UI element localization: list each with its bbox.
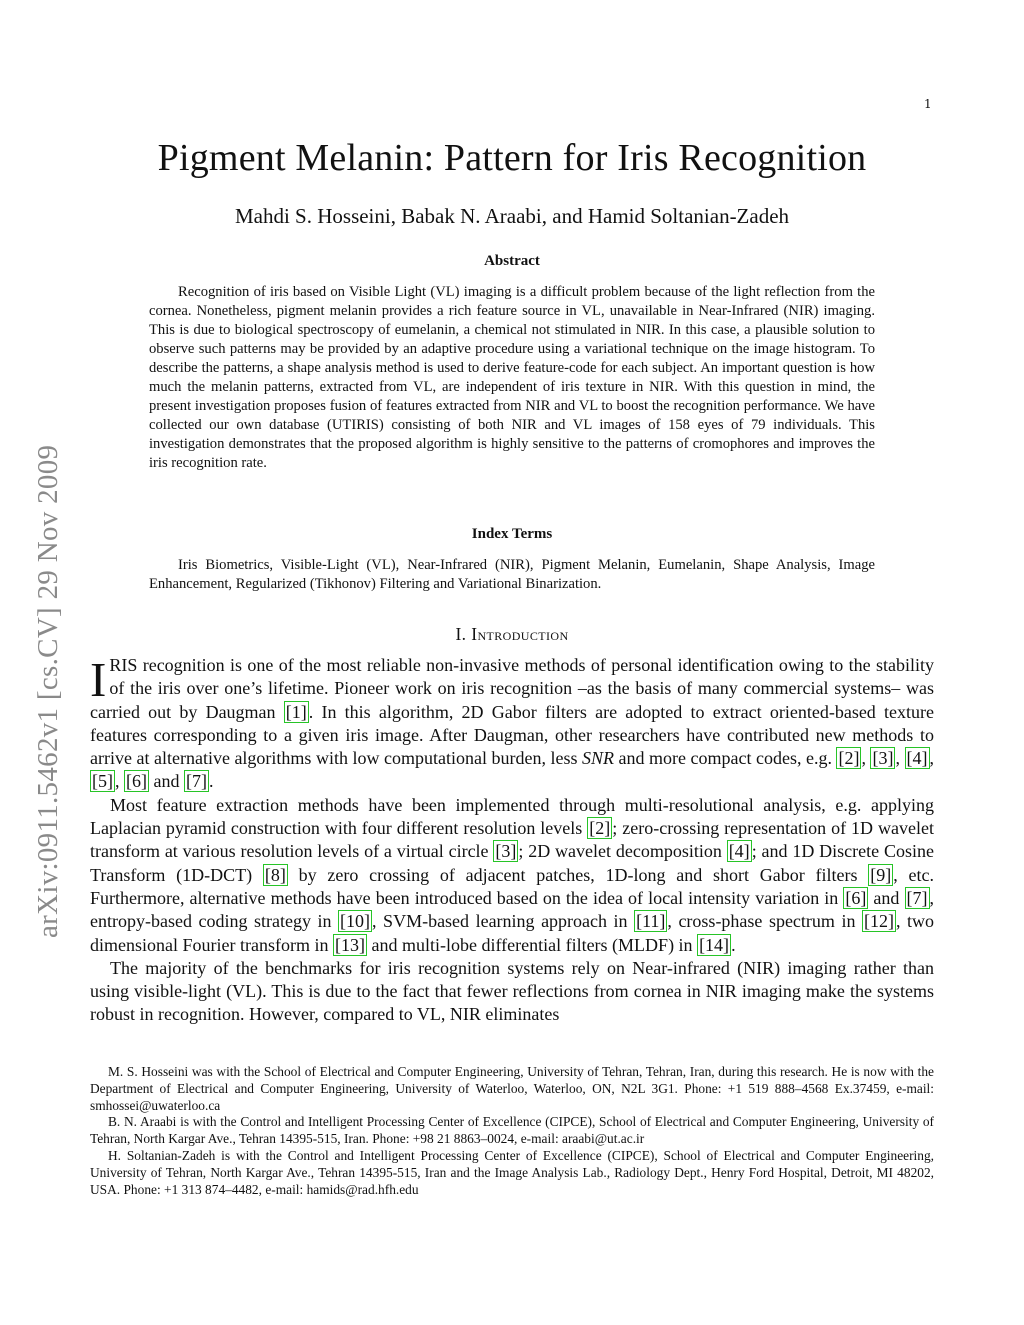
citation-link[interactable]: [11] xyxy=(636,911,666,932)
citation-link[interactable]: [9] xyxy=(870,864,892,885)
arxiv-identifier-stamp: arXiv:0911.5462v1 [cs.CV] 29 Nov 2009 xyxy=(32,444,64,938)
text-run: ; 2D wavelet decomposition xyxy=(518,841,727,862)
citation-link[interactable]: [12] xyxy=(863,911,894,932)
citation-link[interactable]: [2] xyxy=(589,818,611,839)
text-run: recognition is one of the most reliable non-invasive methods of personal identification owing to the stability of the iris over one’s lifetime. Pioneer work on iris recognition –as the basis of many commercial systems– was carried out by Daugman xyxy=(90,655,934,722)
index-terms-text: Iris Biometrics, Visible-Light (VL), Near-Infrared (NIR), Pigment Melanin, Eumelanin, Shape Analysis, Image Enhancement, Regularized (Tikhonov) Filtering and Variational Binarization. xyxy=(149,557,875,592)
citation-link[interactable]: [4] xyxy=(906,748,928,769)
abstract-text: Recognition of iris based on Visible Light (VL) imaging is a difficult problem because of the light reflection from the cornea. Nonetheless, pigment melanin provides a rich feature source in VL, unavailable in Near-Infrared (NIR) imaging. This is due to biological spectroscopy of eumelanin, a chemical not stimulated in NIR. In this case, a plausible solution to observe such patterns may be provided by an adaptive procedure using a variational technique on the image histogram. To describe the patterns, a shape analysis method is used to derive feature-code for each subject. An important question is how much the melanin patterns, extracted from VL, are independent of iris texture in NIR. With this question in mind, the present investigation proposes fusion of features extracted from NIR and VL to boost the recognition performance. We have collected our own database (UTIRIS) consisting of both NIR and VL images of 158 eyes of 79 individuals. This investigation demonstrates that the proposed algorithm is highly sensitive to the patterns of cromophores and improves the iris recognition rate. xyxy=(149,284,875,471)
text-run: and multi-lobe differential filters (MLDF) in xyxy=(366,934,698,955)
paper-authors: Mahdi S. Hosseini, Babak N. Araabi, and Hamid Soltanian-Zadeh xyxy=(234,204,790,228)
citation-link[interactable]: [3] xyxy=(495,841,517,862)
text-run: . xyxy=(731,934,736,955)
dropcap-continuation: RIS xyxy=(109,655,138,675)
drop-cap: I xyxy=(90,652,107,707)
text-run: and more compact codes, e.g. xyxy=(613,748,837,769)
text-run: , two dimensional Fourier transform in xyxy=(90,911,935,955)
citation-link[interactable]: [5] xyxy=(92,771,113,792)
introduction-body xyxy=(90,654,934,1027)
text-run: , xyxy=(115,771,124,792)
author-footnotes xyxy=(90,1064,934,1198)
intro-paragraph-2 xyxy=(90,794,934,957)
text-run: . xyxy=(209,771,214,792)
citation-link[interactable]: [8] xyxy=(264,864,286,885)
text-run: ; zero-crossing representation of 1D wavelet transform at various resolution levels of a virtual circle xyxy=(90,818,934,862)
text-run: . In this algorithm, 2D Gabor filters are adopted to extract oriented-based texture features corresponding to a given iris image. After Daugman, other researchers have contributed new methods to arrive at alternative algorithms with low computational burden, less xyxy=(90,701,934,769)
text-run: , entropy-based coding strategy in xyxy=(90,887,934,932)
text-run: ; and 1D Discrete Cosine Transform (1D-DCT) xyxy=(90,841,934,885)
text-run: , xyxy=(929,748,934,769)
section-heading-introduction: I. Introduction xyxy=(455,624,569,644)
footnote-hosseini: M. S. Hosseini was with the School of Electrical and Computer Engineering, University of Tehran, Tehran, Iran, during this research. He is now with the Department of Electrical and Computer Engineering, University of Waterloo, Waterloo, ON, N2L 3G1. Phone: +1 519 888–4568 Ex.37459, e-mail: smhossei@uwaterloo.ca xyxy=(90,1064,934,1113)
citation-link[interactable]: [10] xyxy=(340,911,371,932)
text-run: , cross-phase spectrum in xyxy=(667,911,862,932)
citation-link[interactable]: [6] xyxy=(845,887,867,908)
index-terms-heading: Index Terms xyxy=(471,526,553,542)
text-run: , etc. Furthermore, alternative methods have been introduced based on the idea of local intensity variation in xyxy=(90,864,935,908)
intro-paragraph-1 xyxy=(90,654,934,794)
text-run: , xyxy=(895,748,905,769)
intro-paragraph-3: The majority of the benchmarks for iris recognition systems rely on Near-infrared (NIR) imaging rather than using visible-light (VL). This is due to the fact that fewer reflections from cornea in NIR imaging make the systems robust in recognition. However, compared to VL, NIR eliminates xyxy=(90,957,934,1025)
abstract-heading: Abstract xyxy=(484,253,540,269)
citation-link[interactable]: [7] xyxy=(906,887,928,908)
text-run: , xyxy=(861,748,871,769)
text-run: by zero crossing of adjacent patches, 1D-long and short Gabor filters xyxy=(287,864,869,885)
citation-link[interactable]: [7] xyxy=(186,771,207,792)
text-run: Most feature extraction methods have been implemented through multi-resolutional analysis, e.g. applying Laplacian pyramid construction with four different resolution levels xyxy=(90,794,934,839)
citation-link[interactable]: [1] xyxy=(285,701,307,722)
citation-link[interactable]: [2] xyxy=(838,748,860,769)
text-run: and xyxy=(868,887,905,908)
citation-link[interactable]: [14] xyxy=(699,934,730,955)
page-number: 1 xyxy=(924,97,932,111)
text-run: , SVM-based learning approach in xyxy=(372,911,635,932)
citation-link[interactable]: [13] xyxy=(334,934,365,955)
citation-link[interactable]: [6] xyxy=(126,771,147,792)
footnote-soltanian-zadeh: H. Soltanian-Zadeh is with the Control and Intelligent Processing Center of Excellence (CIPCE), School of Electrical and Computer Engineering, University of Tehran, North Kargar Ave., Tehran 14395-515, Iran and the Image Analysis Lab., Radiology Dept., Henry Ford Hospital, Detroit, MI 48202, USA. Phone: +1 313 874–4482, e-mail: hamids@rad.hfh.edu xyxy=(90,1147,934,1197)
text-run: and xyxy=(149,771,184,792)
citation-link[interactable]: [3] xyxy=(872,748,894,769)
snr-term: SNR xyxy=(581,748,614,769)
citation-link[interactable]: [4] xyxy=(728,841,750,862)
footnote-araabi: B. N. Araabi is with the Control and Intelligent Processing Center of Excellence (CIPCE), School of Electrical and Computer Engineering, University of Tehran, North Kargar Ave., Tehran 14395-515, Iran. Phone: +98 21 8863–0024, e-mail: araabi@ut.ac.ir xyxy=(90,1114,934,1147)
paper-title: Pigment Melanin: Pattern for Iris Recognition xyxy=(157,137,867,179)
